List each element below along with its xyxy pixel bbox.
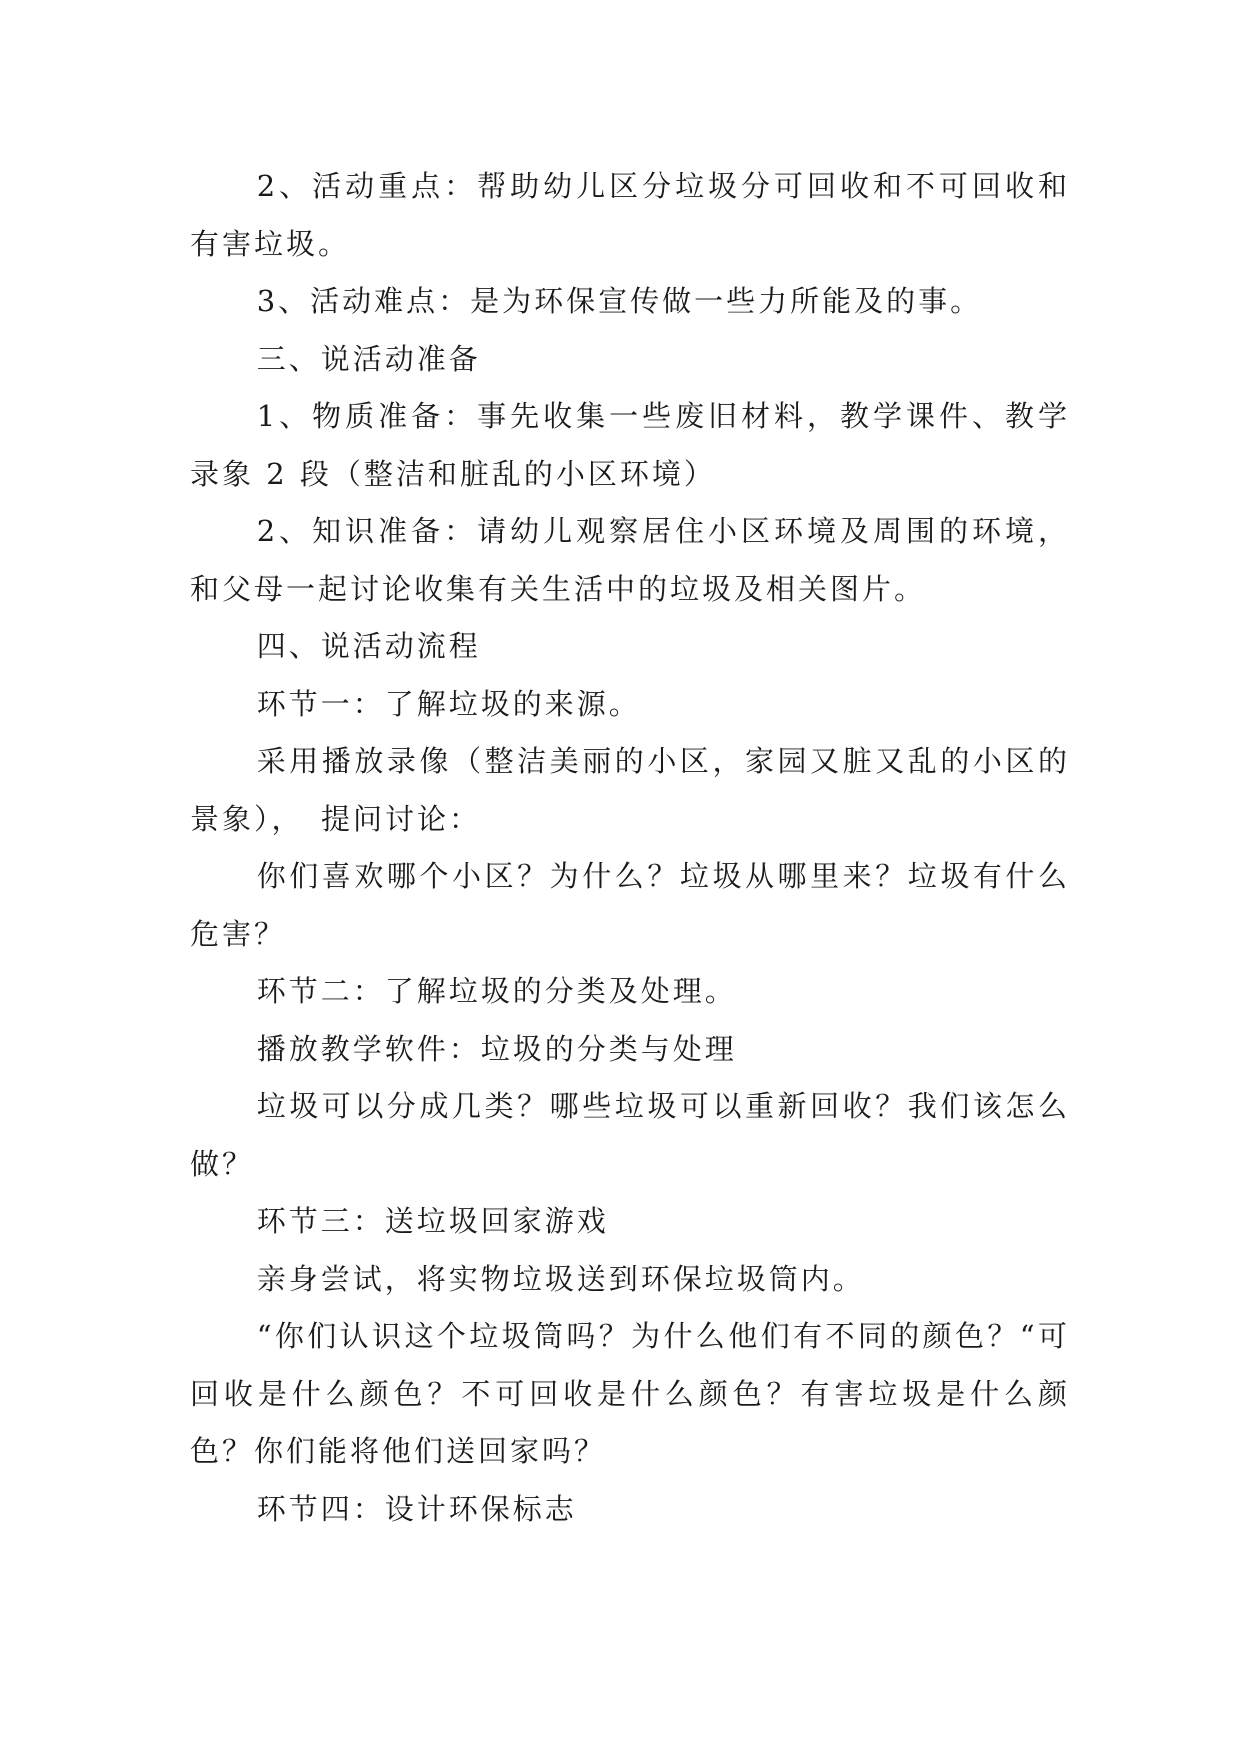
paragraph-knowledge-preparation: 2、知识准备：请幼儿观察居住小区环境及周围的环境，和父母一起讨论收集有关生活中的垃圾及相关图片。 bbox=[190, 514, 1070, 606]
paragraph-material-preparation: 1、物质准备：事先收集一些废旧材料，教学课件、教学录象 2 段（整洁和脏乱的小区环境） bbox=[190, 399, 1070, 491]
step-three-method: 亲身尝试，将实物垃圾送到环保垃圾筒内。 bbox=[256, 1261, 865, 1296]
step-two-method: 播放教学软件：垃圾的分类与处理 bbox=[256, 1031, 737, 1066]
step-one-questions: 你们喜欢哪个小区？为什么？垃圾从哪里来？垃圾有什么危害？ bbox=[190, 859, 1070, 951]
section-heading-process: 四、说活动流程 bbox=[256, 629, 481, 663]
paragraph-activity-difficulty: 3、活动难点：是为环保宣传做一些力所能及的事。 bbox=[256, 284, 983, 318]
step-three-questions: “你们认识这个垃圾筒吗？为什么他们有不同的颜色？“可回收是什么颜色？不可回收是什么颜色？有害垃圾是什么颜色？你们能将他们送回家吗？ bbox=[190, 1319, 1070, 1468]
step-one-method: 采用播放录像（整洁美丽的小区，家园又脏又乱的小区的景象）， 提问讨论： bbox=[190, 744, 1070, 836]
step-two-questions: 垃圾可以分成几类？哪些垃圾可以重新回收？我们该怎么做？ bbox=[190, 1089, 1070, 1181]
step-two-heading: 环节二：了解垃圾的分类及处理。 bbox=[256, 974, 737, 1008]
paragraph-activity-focus: 2、活动重点：帮助幼儿区分垃圾分可回收和不可回收和有害垃圾。 bbox=[190, 169, 1070, 261]
step-four-heading: 环节四：设计环保标志 bbox=[256, 1491, 577, 1526]
step-one-heading: 环节一：了解垃圾的来源。 bbox=[256, 686, 641, 721]
section-heading-preparation: 三、说活动准备 bbox=[256, 341, 481, 376]
document-body bbox=[190, 158, 1070, 1538]
step-three-heading: 环节三：送垃圾回家游戏 bbox=[256, 1204, 609, 1238]
